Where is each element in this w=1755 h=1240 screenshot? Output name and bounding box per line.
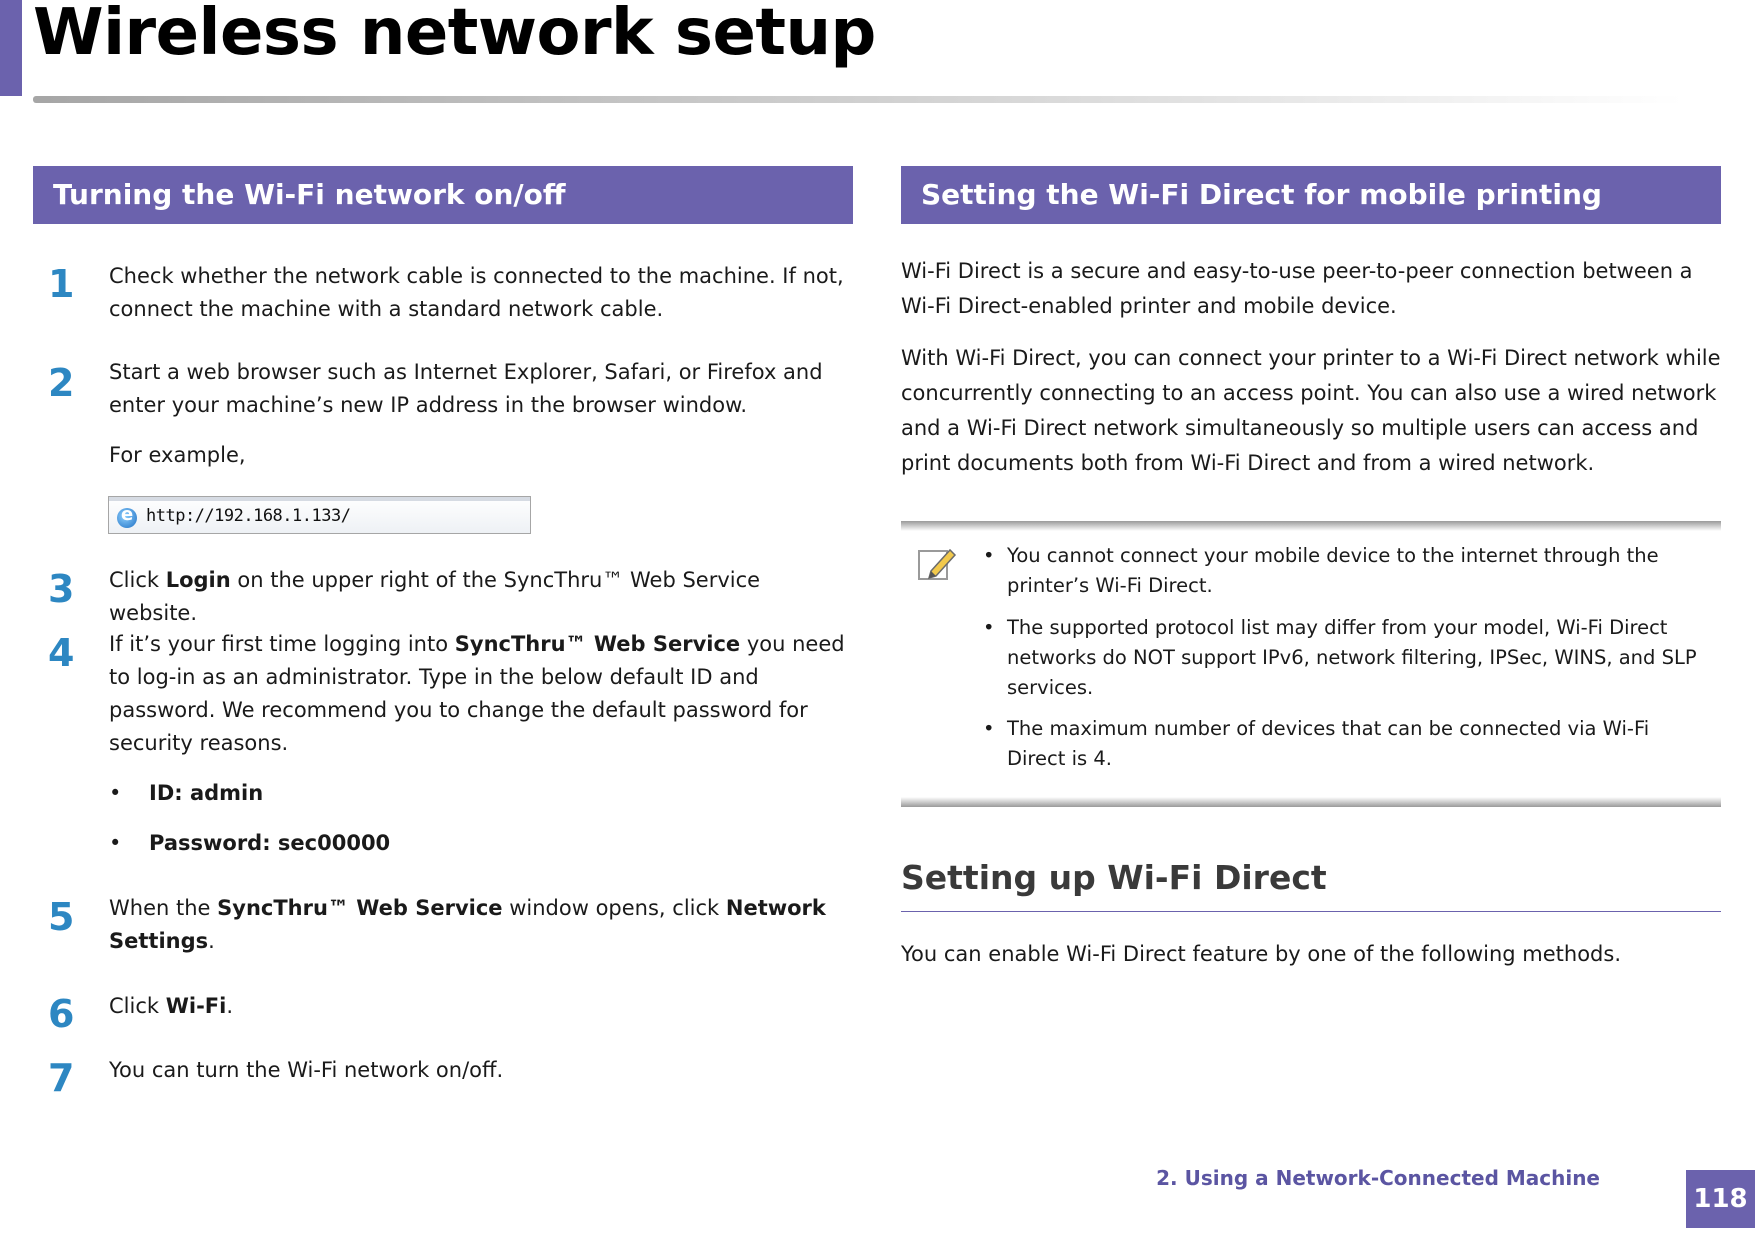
footer-chapter: 2. Using a Network-Connected Machine (1156, 1166, 1600, 1190)
subheading-divider (901, 911, 1721, 912)
browser-icon (117, 508, 137, 528)
browser-address-bar (108, 496, 531, 534)
note-item: • The maximum number of devices that can be connected via Wi-Fi Direct is 4. (1007, 714, 1707, 774)
note-bottom-rule (901, 797, 1721, 807)
page-number: 118 (1686, 1170, 1755, 1228)
step-number: 2 (48, 361, 75, 405)
step-number: 3 (48, 567, 75, 611)
step-text: Check whether the network cable is connected to the machine. If not, connect the machine with a standard network cable. (109, 264, 844, 321)
step-text: Start a web browser such as Internet Explorer, Safari, or Firefox and enter your machine’s new IP address in the browser window. (109, 360, 823, 417)
step-text: If it’s your first time logging into SyncThru™ Web Service you need to log-in as an administrator. Type in the below default ID and password. We recommend you to change the default password for security reasons. (109, 632, 845, 755)
subheading-setting-up-wifi-direct: Setting up Wi-Fi Direct (901, 858, 1327, 897)
note-box (901, 521, 1721, 807)
step-number: 1 (48, 262, 75, 306)
bullet-item: • Password: sec00000 (109, 831, 391, 855)
paragraph: You can enable Wi-Fi Direct feature by one of the following methods. (901, 942, 1621, 966)
section-header-wifi-direct: Setting the Wi-Fi Direct for mobile printing (901, 166, 1721, 224)
step-number: 6 (48, 992, 75, 1036)
note-top-rule (901, 521, 1721, 531)
pencil-note-icon (917, 543, 957, 583)
step-number: 4 (48, 631, 75, 675)
step-text: When the SyncThru™ Web Service window opens, click Network Settings. (109, 896, 826, 953)
note-item: • You cannot connect your mobile device to the internet through the printer’s Wi-Fi Direct. (1007, 541, 1707, 601)
note-item: • The supported protocol list may differ from your model, Wi-Fi Direct networks do NOT support IPv6, network filtering, IPSec, WINS, and SLP services. (1007, 613, 1707, 703)
step-number: 5 (48, 895, 75, 939)
paragraph: With Wi-Fi Direct, you can connect your printer to a Wi-Fi Direct network while concurrently connecting to an access point. You can also use a wired network and a Wi-Fi Direct network simultaneously so multiple users can access and print documents both from Wi-Fi Direct and from a wired network. (901, 346, 1721, 475)
step-text: Click Login on the upper right of the SyncThru™ Web Service website. (109, 568, 761, 625)
section-header-wifi-on-off: Turning the Wi-Fi network on/off (33, 166, 853, 224)
page-title: Wireless network setup (33, 0, 876, 70)
example-label: For example, (109, 443, 246, 467)
step-number: 7 (48, 1056, 75, 1100)
example-url: http://192.168.1.133/ (146, 506, 351, 526)
paragraph: Wi-Fi Direct is a secure and easy-to-use peer-to-peer connection between a Wi-Fi Direct-enabled printer and mobile device. (901, 259, 1693, 318)
step-text: You can turn the Wi-Fi network on/off. (109, 1058, 504, 1082)
step-text: Click Wi-Fi. (109, 994, 234, 1018)
bullet-item: • ID: admin (109, 781, 264, 805)
title-accent-bar (0, 0, 22, 96)
title-divider (33, 96, 1683, 103)
